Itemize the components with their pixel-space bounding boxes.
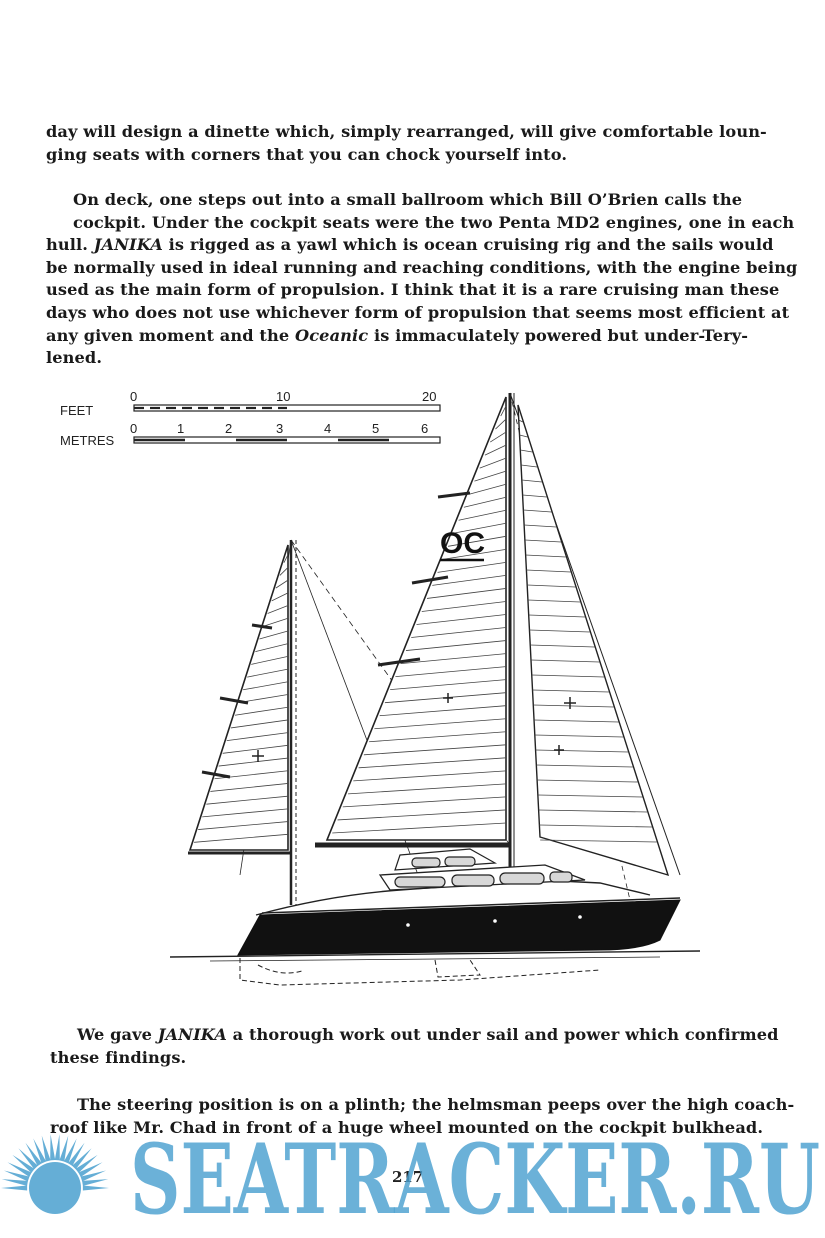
boat-name: JANIKA — [93, 235, 163, 255]
text-line: ging seats with corners that you can chock yourself into. — [46, 144, 568, 164]
text-line — [46, 234, 774, 257]
sun-ray — [2, 1179, 28, 1186]
watermark-text: SEATRACKER.RU — [130, 1123, 820, 1228]
page-number: 217 — [392, 1168, 424, 1186]
text-line: be normally used in ideal running and reaching conditions, with the engine being — [46, 257, 798, 277]
text-fragment: a thorough work out under sail and power which confirmed — [226, 1025, 779, 1044]
watermark — [0, 1118, 825, 1228]
text-fragment: We gave — [77, 1025, 158, 1044]
metres-tick: 1 — [177, 421, 185, 436]
catamaran-hull — [170, 849, 700, 985]
metres-tick: 4 — [324, 421, 332, 436]
sun-ray — [82, 1179, 108, 1186]
text-line: The steering position is on a plinth; the helmsman peeps over the high coach- — [77, 1095, 795, 1114]
yawl-sail-plan-figure — [40, 375, 700, 1015]
text-line: cockpit. Under the cockpit seats were the two Penta MD2 engines, one in each — [73, 212, 795, 232]
feet-scale-label: FEET — [60, 403, 94, 418]
text-line: these findings. — [50, 1047, 187, 1067]
mizzen-sail — [190, 545, 288, 850]
metres-tick: 3 — [276, 421, 284, 436]
metres-tick: 6 — [421, 421, 429, 436]
text-line — [46, 325, 749, 348]
boat-name: JANIKA — [157, 1025, 227, 1044]
sun-ray — [83, 1185, 109, 1190]
metres-scale-label: METRES — [60, 433, 115, 448]
text-line: On deck, one steps out into a small ballroom which Bill O’Brien calls the — [73, 190, 743, 209]
paragraph-dinette — [46, 121, 767, 166]
feet-tick: 10 — [276, 389, 291, 404]
text-fragment: is immaculately powered but under-Tery- — [368, 325, 749, 345]
sun-ray — [1, 1185, 27, 1190]
text-fragment: is rigged as a yawl which is ocean cruising rig and the sails would — [168, 235, 774, 255]
mainsail — [327, 397, 506, 840]
sun-ray — [50, 1134, 55, 1160]
sun-logo-icon — [1, 1134, 109, 1214]
metres-tick: 0 — [130, 421, 138, 436]
sail-insignia: OC — [440, 527, 485, 560]
text-line: used as the main form of propulsion. I think that it is a rare cruising man these — [46, 280, 780, 300]
text-line — [50, 1024, 779, 1047]
sun-ray — [55, 1134, 60, 1160]
paragraph-deck — [46, 189, 798, 370]
text-line: days who does not use whichever form of propulsion that seems most efficient at — [46, 302, 790, 322]
text-fragment: hull. — [46, 235, 94, 255]
boat-model-name: Oceanic — [295, 325, 369, 345]
metres-tick: 5 — [372, 421, 380, 436]
sun-disc — [29, 1162, 81, 1214]
text-line: day will design a dinette which, simply rearranged, will give comfortable loun- — [46, 122, 767, 141]
jib — [518, 405, 668, 875]
metres-tick: 2 — [225, 421, 233, 436]
text-line: roof like Mr. Chad in front of a huge wheel mounted on the cockpit bulkhead. — [50, 1117, 764, 1137]
text-line: lened. — [46, 348, 103, 368]
scale-bars — [60, 389, 440, 448]
text-fragment: any given moment and the — [46, 325, 296, 345]
paragraph-work-out — [50, 1024, 779, 1069]
feet-tick: 0 — [130, 389, 138, 404]
feet-tick: 20 — [422, 389, 437, 404]
